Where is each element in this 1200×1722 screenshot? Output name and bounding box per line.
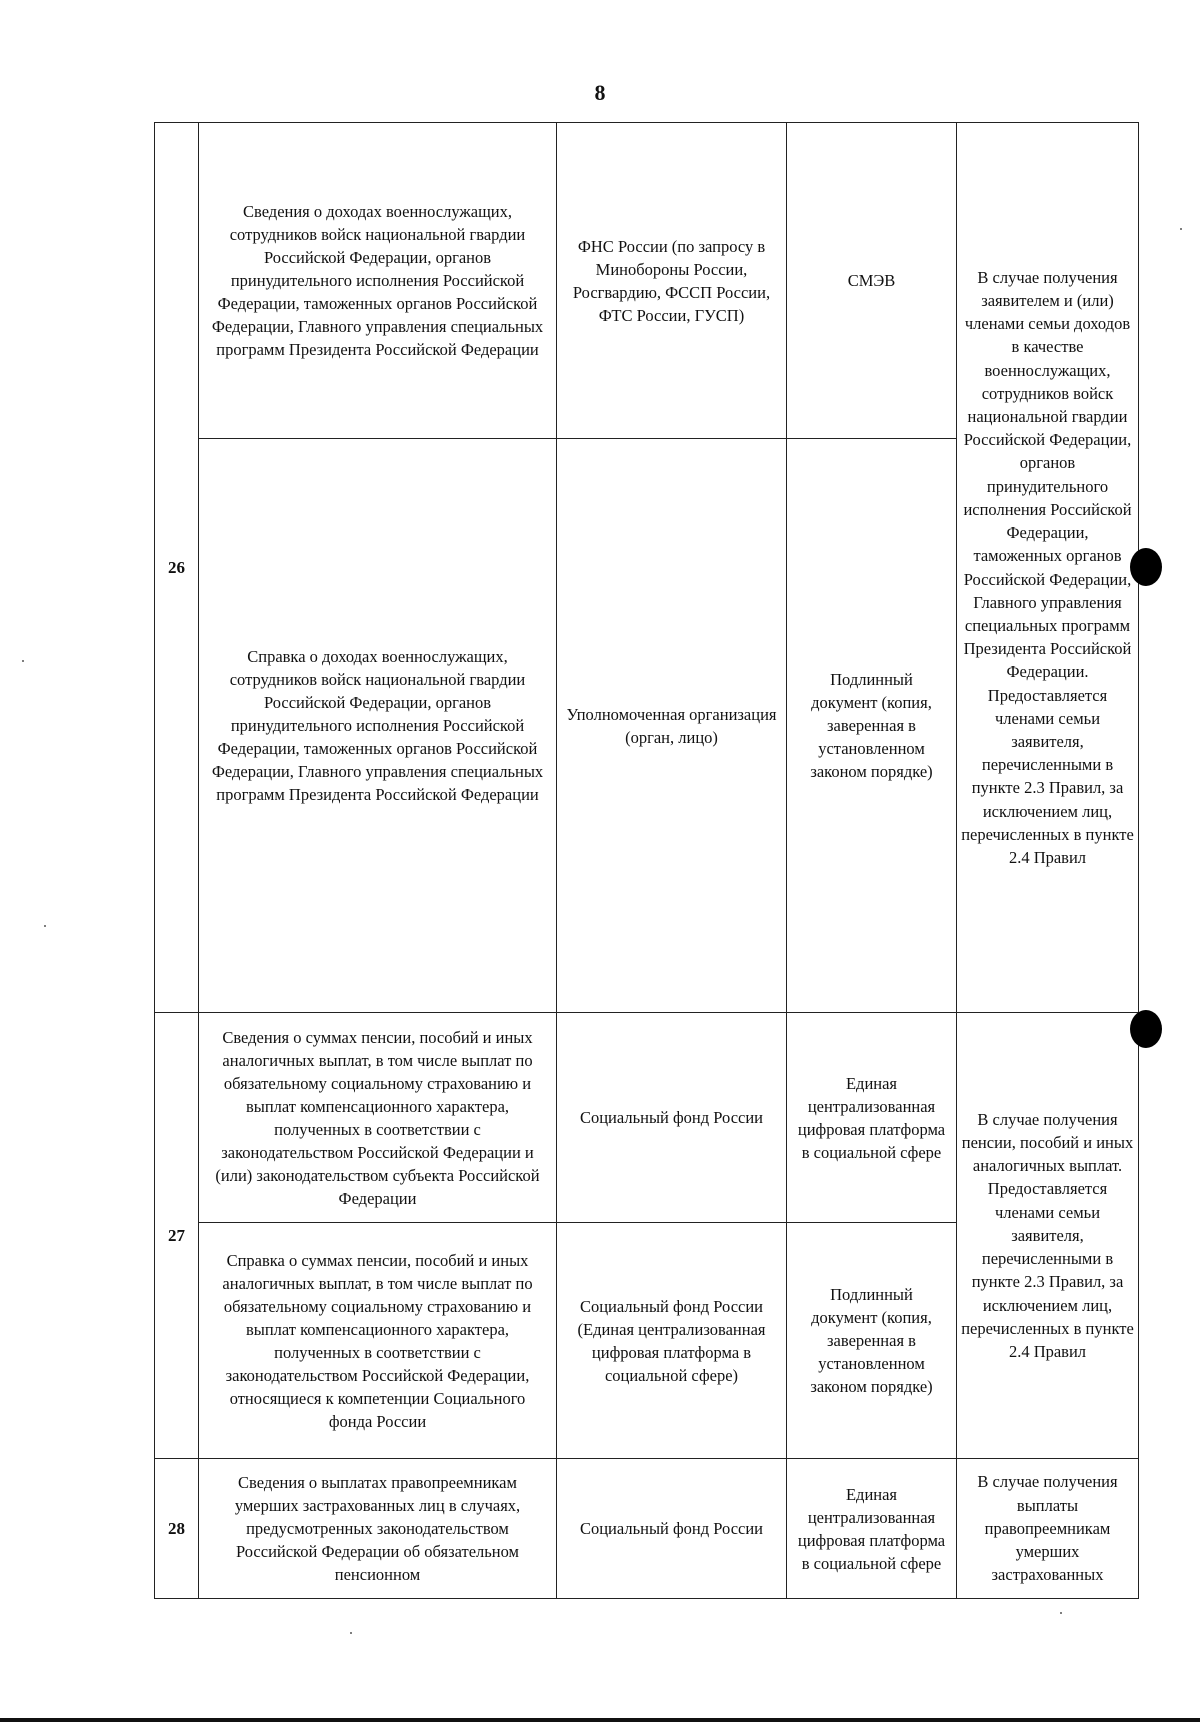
document-source: Уполномоченная организация (орган, лицо) — [557, 439, 787, 1013]
submission-method: Единая централизованная цифровая платформа в социальной сфере — [787, 1013, 957, 1223]
document-name: Сведения о доходах военнослужащих, сотрудников войск национальной гвардии Российской Федерации, органов принудительного исполнения Российской Федерации, таможенных органов Российской Федерации, Главного управления специальных программ Президента Российской Федерации — [199, 123, 557, 439]
document-source: Социальный фонд России — [557, 1013, 787, 1223]
submission-method: Единая централизованная цифровая платформа в социальной сфере — [787, 1459, 957, 1599]
table-row — [155, 1459, 1139, 1599]
document-name: Справка о суммах пенсии, пособий и иных аналогичных выплат, в том числе выплат по обязательному социальному страхованию и выплат компенсационного характера, полученных в соответствии с законодательством Российской Федерации, относящиеся к компетенции Социального фонда России — [199, 1223, 557, 1459]
page-number: 8 — [594, 80, 606, 105]
scan-punch-hole — [1130, 1010, 1162, 1048]
scan-speck — [44, 925, 46, 927]
row-number: 28 — [155, 1459, 199, 1599]
row-number: 27 — [155, 1013, 199, 1459]
submission-method: Подлинный документ (копия, заверенная в установленном законом порядке) — [787, 439, 957, 1013]
document-name: Сведения о выплатах правопреемникам умерших застрахованных лиц в случаях, предусмотренных законодательством Российской Федерации об обязательном пенсионном — [199, 1459, 557, 1599]
submission-note: В случае получения заявителем и (или) членами семьи доходов в качестве военнослужащих, сотрудников войск национальной гвардии Российской Федерации, органов принудительного исполнения Российской Федерации, таможенных органов Российской Федерации, Главного управления специальных программ Президента Российской Федерации. Предоставляется членами семьи заявителя, перечисленными в пункте 2.3 Правил, за исключением лиц, перечисленных в пункте 2.4 Правил — [957, 123, 1139, 1013]
scan-speck — [22, 660, 24, 662]
submission-note: В случае получения пенсии, пособий и иных аналогичных выплат. Предоставляется членами семьи заявителя, перечисленными в пункте 2.3 Правил, за исключением лиц, перечисленных в пункте 2.4 Правил — [957, 1013, 1139, 1459]
table-row — [155, 123, 1139, 439]
documents-table — [154, 122, 1139, 1599]
scan-punch-hole — [1130, 548, 1162, 586]
row-number: 26 — [155, 123, 199, 1013]
document-source: Социальный фонд России — [557, 1459, 787, 1599]
submission-method: СМЭВ — [787, 123, 957, 439]
submission-method: Подлинный документ (копия, заверенная в установленном законом порядке) — [787, 1223, 957, 1459]
scan-speck — [1060, 1612, 1062, 1614]
document-source: ФНС России (по запросу в Минобороны России, Росгвардию, ФССП России, ФТС России, ГУСП) — [557, 123, 787, 439]
scan-speck — [1180, 228, 1182, 230]
scan-speck — [350, 1632, 352, 1634]
submission-note: В случае получения выплаты правопреемникам умерших застрахованных — [957, 1459, 1139, 1599]
document-name: Справка о доходах военнослужащих, сотрудников войск национальной гвардии Российской Федерации, органов принудительного исполнения Российской Федерации, таможенных органов Российской Федерации, Главного управления специальных программ Президента Российской Федерации — [199, 439, 557, 1013]
table-row — [155, 1013, 1139, 1223]
document-source: Социальный фонд России (Единая централизованная цифровая платформа в социальной сфере) — [557, 1223, 787, 1459]
document-name: Сведения о суммах пенсии, пособий и иных аналогичных выплат, в том числе выплат по обязательному социальному страхованию и выплат компенсационного характера, полученных в соответствии с законодательством Российской Федерации и (или) законодательством субъекта Российской Федерации — [199, 1013, 557, 1223]
scan-edge — [0, 1718, 1200, 1722]
